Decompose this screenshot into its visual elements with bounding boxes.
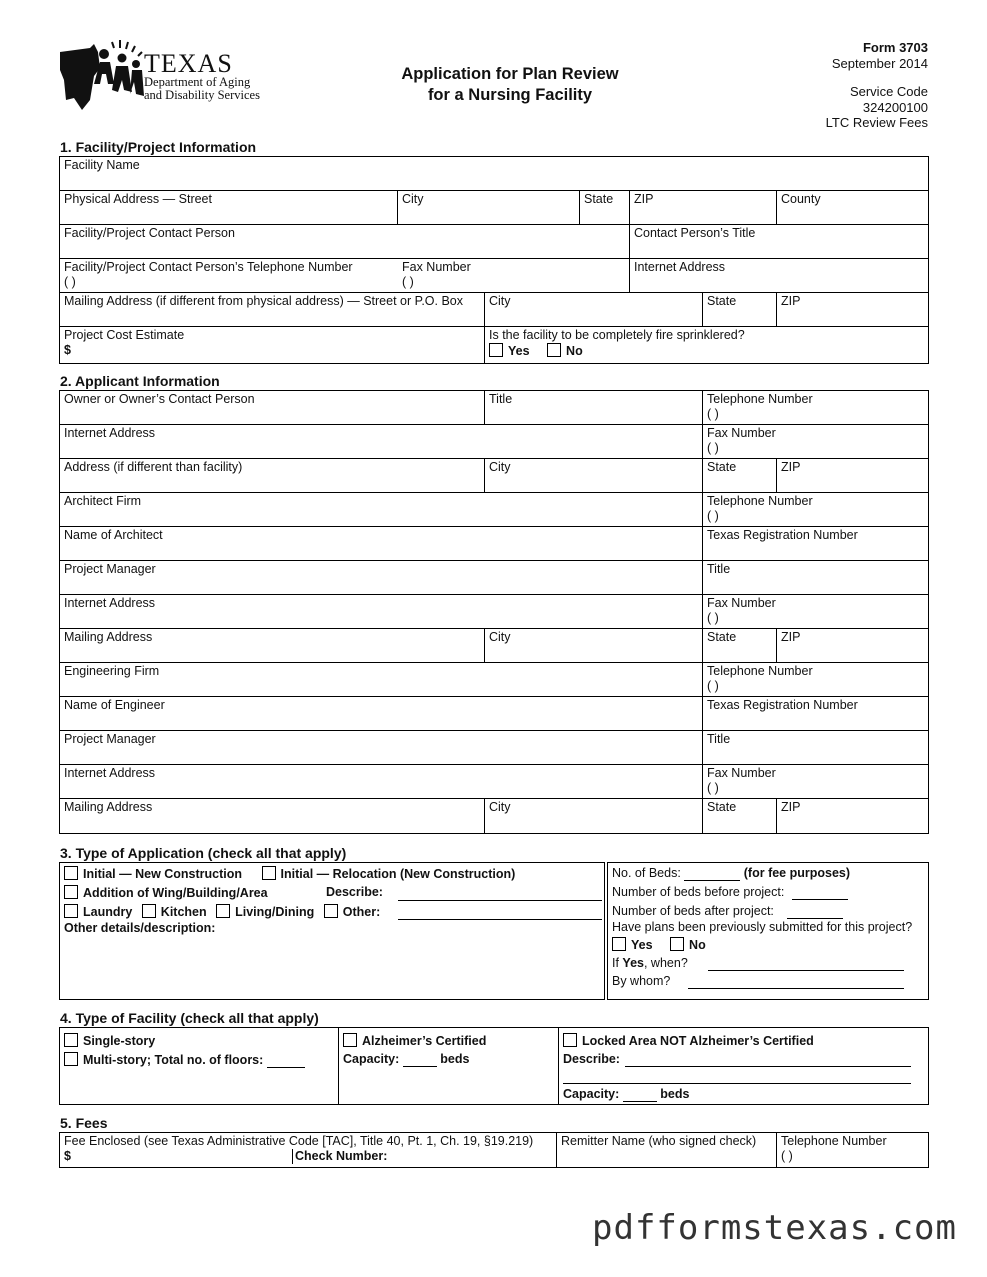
form-date: September 2014 bbox=[831, 55, 928, 71]
engineer-phone-field[interactable] bbox=[702, 663, 928, 696]
beds-after-line[interactable] bbox=[787, 905, 843, 919]
other-line[interactable] bbox=[398, 904, 602, 920]
area-code: ( ) bbox=[707, 509, 719, 523]
section-1-heading: 1. Facility/Project Information bbox=[60, 139, 257, 155]
dollar-sign: $ bbox=[64, 343, 71, 357]
mailing-city-field[interactable] bbox=[484, 293, 702, 326]
locked-cell bbox=[558, 1028, 928, 1104]
eng-pm-field[interactable] bbox=[60, 731, 702, 764]
area-code: ( ) bbox=[707, 781, 719, 795]
locked-capacity-line[interactable] bbox=[623, 1088, 657, 1102]
row-eng-internet bbox=[60, 765, 928, 799]
area-code: ( ) bbox=[707, 407, 719, 421]
application-type-box bbox=[59, 862, 605, 1000]
beds-line[interactable] bbox=[684, 867, 740, 881]
agency-line1: Department of Aging bbox=[144, 75, 251, 89]
other-details-label: Other details/description: bbox=[64, 921, 216, 935]
alz-label: Alzheimer’s Certified bbox=[362, 1034, 487, 1048]
row-engineering-firm bbox=[60, 663, 928, 697]
if-prefix: If bbox=[612, 956, 623, 970]
label: Telephone Number bbox=[781, 1134, 887, 1148]
section-2-heading: 2. Applicant Information bbox=[60, 373, 220, 389]
owner-title-field[interactable] bbox=[484, 391, 702, 424]
label: City bbox=[489, 630, 511, 644]
laundry-checkbox[interactable] bbox=[64, 904, 78, 918]
section-5-grid bbox=[59, 1132, 929, 1168]
check-number-label: Check Number: bbox=[292, 1149, 387, 1164]
no-label: No bbox=[689, 938, 706, 952]
label: ZIP bbox=[781, 800, 801, 814]
no-label: No bbox=[566, 344, 583, 358]
locked-label: Locked Area NOT Alzheimer’s Certified bbox=[582, 1034, 814, 1048]
form-info bbox=[826, 40, 928, 131]
row-arch-pm bbox=[60, 561, 928, 595]
label: Fax Number bbox=[402, 260, 471, 274]
mailing-state-field[interactable] bbox=[702, 293, 776, 326]
architect-reg-field[interactable] bbox=[702, 527, 928, 560]
service-code-label: Service Code bbox=[849, 84, 928, 99]
when-line[interactable] bbox=[708, 956, 904, 971]
row-arch-mailing bbox=[60, 629, 928, 663]
label: Physical Address — Street bbox=[64, 192, 212, 206]
floors-line[interactable] bbox=[267, 1054, 305, 1068]
multi-story-label: Multi-story; Total no. of floors: bbox=[83, 1053, 264, 1067]
section-4-heading: 4. Type of Facility (check all that apply) bbox=[60, 1010, 319, 1026]
form-title bbox=[360, 64, 660, 106]
fax-field[interactable] bbox=[398, 259, 629, 292]
cost-field[interactable] bbox=[60, 327, 484, 363]
arch-pm-field[interactable] bbox=[60, 561, 702, 594]
arch-pm-title-field[interactable] bbox=[702, 561, 928, 594]
label: Title bbox=[489, 392, 513, 406]
living-label: Living/Dining bbox=[235, 905, 315, 919]
label: Fax Number bbox=[707, 596, 776, 610]
prev-yes-checkbox[interactable] bbox=[612, 937, 626, 951]
alz-checkbox[interactable] bbox=[343, 1033, 357, 1047]
label: Is the facility to be completely fire sprinklered? bbox=[489, 328, 745, 342]
beds-label: No. of Beds: bbox=[612, 866, 681, 880]
living-checkbox[interactable] bbox=[216, 904, 230, 918]
describe-label: Describe: bbox=[563, 1052, 620, 1066]
label: Facility Name bbox=[64, 158, 140, 172]
internet-field[interactable] bbox=[629, 259, 928, 292]
eng-mailing-field[interactable] bbox=[60, 799, 484, 833]
addition-checkbox[interactable] bbox=[64, 885, 78, 899]
architect-firm-field[interactable] bbox=[60, 493, 702, 526]
form-number: Form 3703 bbox=[862, 40, 928, 55]
area-code: ( ) bbox=[707, 441, 719, 455]
owner-field[interactable] bbox=[60, 391, 484, 424]
area-code: ( ) bbox=[402, 275, 414, 289]
contact-person-field[interactable] bbox=[60, 225, 629, 258]
if-yes: Yes bbox=[622, 956, 644, 970]
kitchen-checkbox[interactable] bbox=[142, 904, 156, 918]
label: Mailing Address bbox=[64, 800, 153, 814]
locked-describe-line[interactable] bbox=[625, 1052, 911, 1067]
label: State bbox=[707, 460, 737, 474]
by-whom-line[interactable] bbox=[688, 974, 904, 989]
fee-row bbox=[64, 1149, 552, 1164]
initial-reloc-label: Initial — Relocation (New Construction) bbox=[280, 867, 516, 881]
owner-fax-field[interactable] bbox=[702, 425, 928, 458]
city-field[interactable] bbox=[397, 191, 579, 224]
owner-state-field[interactable] bbox=[702, 459, 776, 492]
row-fees bbox=[60, 1133, 928, 1167]
eng-internet-field[interactable] bbox=[60, 765, 702, 798]
title-line1: Application for Plan Review bbox=[401, 65, 619, 83]
owner-internet-field[interactable] bbox=[60, 425, 702, 458]
owner-zip-field[interactable] bbox=[776, 459, 928, 492]
capacity-label: Capacity: bbox=[563, 1087, 620, 1101]
label: Texas Registration Number bbox=[707, 528, 858, 542]
beds-before-label: Number of beds before project: bbox=[612, 885, 785, 899]
label: Internet Address bbox=[634, 260, 726, 274]
label: County bbox=[781, 192, 821, 206]
kitchen-label: Kitchen bbox=[160, 905, 207, 919]
owner-address-field[interactable] bbox=[60, 459, 484, 492]
row-contact-phone bbox=[60, 259, 928, 293]
remitter-field[interactable] bbox=[556, 1133, 776, 1167]
label: Texas Registration Number bbox=[707, 698, 858, 712]
fee-enclosed-field[interactable] bbox=[60, 1133, 556, 1167]
contact-title-field[interactable] bbox=[629, 225, 928, 258]
describe-label: Describe: bbox=[326, 885, 383, 899]
service-code: 324200100 bbox=[862, 99, 928, 115]
label: Internet Address bbox=[64, 596, 156, 610]
label: Telephone Number bbox=[707, 392, 813, 406]
area-code: ( ) bbox=[64, 275, 76, 289]
label: State bbox=[707, 294, 737, 308]
by-whom-label: By whom? bbox=[612, 974, 671, 988]
architect-name-field[interactable] bbox=[60, 527, 702, 560]
describe-line[interactable] bbox=[398, 885, 602, 901]
arch-mailing-field[interactable] bbox=[60, 629, 484, 662]
row-mailing bbox=[60, 293, 928, 327]
fee-label: LTC Review Fees bbox=[825, 115, 928, 130]
row-contact-person bbox=[60, 225, 928, 259]
eng-city-field[interactable] bbox=[484, 799, 702, 833]
agency-texas: TEXAS bbox=[144, 49, 233, 78]
locked-checkbox[interactable] bbox=[563, 1033, 577, 1047]
contact-phone-field[interactable] bbox=[60, 259, 398, 292]
label: Title bbox=[707, 732, 731, 746]
other-label: Other: bbox=[342, 905, 381, 919]
eng-pm-title-field[interactable] bbox=[702, 731, 928, 764]
mailing-field[interactable] bbox=[60, 293, 484, 326]
label: Facility/Project Contact Person’s Telephone Number bbox=[64, 260, 353, 274]
sprinkler-field bbox=[484, 327, 928, 363]
prev-submitted-label: Have plans been previously submitted for this project? bbox=[612, 920, 913, 934]
beds-unit: beds bbox=[660, 1087, 690, 1101]
initial-reloc-checkbox[interactable] bbox=[262, 866, 276, 880]
row-architect-name bbox=[60, 527, 928, 561]
label: State bbox=[707, 630, 737, 644]
watermark: pdfformstexas.com bbox=[592, 1208, 957, 1248]
mailing-zip-field[interactable] bbox=[776, 293, 928, 326]
label: State bbox=[584, 192, 614, 206]
story-cell bbox=[64, 1033, 334, 1068]
label: City bbox=[489, 460, 511, 474]
multi-story-checkbox[interactable] bbox=[64, 1052, 78, 1066]
architect-phone-field[interactable] bbox=[702, 493, 928, 526]
prev-no-checkbox[interactable] bbox=[670, 937, 684, 951]
row-arch-internet bbox=[60, 595, 928, 629]
row-eng-pm bbox=[60, 731, 928, 765]
eng-state-field[interactable] bbox=[702, 799, 776, 833]
label: City bbox=[402, 192, 424, 206]
arch-state-field[interactable] bbox=[702, 629, 776, 662]
initial-new-checkbox[interactable] bbox=[64, 866, 78, 880]
alz-capacity-line[interactable] bbox=[403, 1053, 437, 1067]
physical-street-field[interactable] bbox=[60, 191, 397, 224]
row-facility-name bbox=[60, 157, 928, 191]
section-1-grid bbox=[59, 156, 929, 364]
arch-zip-field[interactable] bbox=[776, 629, 928, 662]
engineer-reg-field[interactable] bbox=[702, 697, 928, 730]
label: Mailing Address (if different from physical address) — Street or P.O. Box bbox=[64, 294, 464, 308]
arch-city-field[interactable] bbox=[484, 629, 702, 662]
beds-box bbox=[607, 862, 929, 1000]
label: Name of Architect bbox=[64, 528, 163, 542]
label: State bbox=[707, 800, 737, 814]
label: ZIP bbox=[634, 192, 654, 206]
sprinkler-yes-checkbox[interactable] bbox=[489, 343, 503, 357]
if-suffix: , when? bbox=[643, 956, 688, 970]
yes-label: Yes bbox=[508, 344, 530, 358]
label: Project Manager bbox=[64, 732, 156, 746]
dollar-sign: $ bbox=[64, 1149, 71, 1163]
title-line2: for a Nursing Facility bbox=[427, 86, 593, 104]
arch-internet-field[interactable] bbox=[60, 595, 702, 628]
eng-fax-field[interactable] bbox=[702, 765, 928, 798]
label: Name of Engineer bbox=[64, 698, 165, 712]
other-checkbox[interactable] bbox=[324, 904, 338, 918]
label: Telephone Number bbox=[707, 494, 813, 508]
facility-type-box bbox=[59, 1027, 929, 1105]
label: ZIP bbox=[781, 630, 801, 644]
initial-new-label: Initial — New Construction bbox=[83, 867, 243, 881]
row-engineer-name bbox=[60, 697, 928, 731]
section-5-heading: 5. Fees bbox=[60, 1115, 108, 1131]
label: Telephone Number bbox=[707, 664, 813, 678]
label: Remitter Name (who signed check) bbox=[561, 1134, 757, 1148]
row-owner bbox=[60, 391, 928, 425]
label: Mailing Address bbox=[64, 630, 153, 644]
laundry-label: Laundry bbox=[83, 905, 133, 919]
beds-after-label: Number of beds after project: bbox=[612, 904, 774, 918]
owner-phone-field[interactable] bbox=[702, 391, 928, 424]
remitter-phone-field[interactable] bbox=[776, 1133, 928, 1167]
section-3-heading: 3. Type of Application (check all that apply) bbox=[60, 845, 347, 861]
owner-city-field[interactable] bbox=[484, 459, 702, 492]
beds-fee-label: (for fee purposes) bbox=[743, 866, 851, 880]
agency-name bbox=[144, 49, 260, 102]
label: Architect Firm bbox=[64, 494, 142, 508]
row-owner-address bbox=[60, 459, 928, 493]
row-architect-firm bbox=[60, 493, 928, 527]
capacity-label: Capacity: bbox=[343, 1052, 400, 1066]
label: ZIP bbox=[781, 460, 801, 474]
single-story-label: Single-story bbox=[83, 1034, 156, 1048]
sprinkler-no-checkbox[interactable] bbox=[547, 343, 561, 357]
beds-unit: beds bbox=[440, 1052, 470, 1066]
row-physical-address bbox=[60, 191, 928, 225]
label: City bbox=[489, 800, 511, 814]
label: Internet Address bbox=[64, 426, 156, 440]
facility-name-field[interactable] bbox=[60, 157, 928, 190]
label: Title bbox=[707, 562, 731, 576]
row-cost bbox=[60, 327, 928, 363]
county-field[interactable] bbox=[776, 191, 928, 224]
label: Owner or Owner’s Contact Person bbox=[64, 392, 255, 406]
yes-label: Yes bbox=[631, 938, 653, 952]
addition-label: Addition of Wing/Building/Area bbox=[83, 886, 268, 900]
label: Project Cost Estimate bbox=[64, 328, 185, 342]
label: Internet Address bbox=[64, 766, 156, 780]
texas-dads-logo-icon bbox=[60, 40, 144, 112]
engineer-name-field[interactable] bbox=[60, 697, 702, 730]
label: Engineering Firm bbox=[64, 664, 160, 678]
area-code: ( ) bbox=[781, 1149, 793, 1163]
single-story-checkbox[interactable] bbox=[64, 1033, 78, 1047]
label: City bbox=[489, 294, 511, 308]
alz-cell bbox=[338, 1028, 558, 1104]
engineering-firm-field[interactable] bbox=[60, 663, 702, 696]
label: ZIP bbox=[781, 294, 801, 308]
beds-before-line[interactable] bbox=[792, 886, 848, 900]
label: Contact Person’s Title bbox=[634, 226, 756, 240]
zip-field[interactable] bbox=[629, 191, 776, 224]
label: Fax Number bbox=[707, 426, 776, 440]
locked-describe-line2[interactable] bbox=[563, 1070, 911, 1084]
agency-line2: and Disability Services bbox=[144, 88, 260, 102]
label: Facility/Project Contact Person bbox=[64, 226, 235, 240]
label: Fax Number bbox=[707, 766, 776, 780]
section-2-grid bbox=[59, 390, 929, 834]
state-field[interactable] bbox=[579, 191, 629, 224]
row-eng-mailing bbox=[60, 799, 928, 833]
label: Fee Enclosed (see Texas Administrative Code [TAC], Title 40, Pt. 1, Ch. 19, §19.219) bbox=[64, 1134, 534, 1148]
area-code: ( ) bbox=[707, 611, 719, 625]
row-owner-internet bbox=[60, 425, 928, 459]
label: Project Manager bbox=[64, 562, 156, 576]
eng-zip-field[interactable] bbox=[776, 799, 928, 833]
label: Address (if different than facility) bbox=[64, 460, 243, 474]
arch-fax-field[interactable] bbox=[702, 595, 928, 628]
area-code: ( ) bbox=[707, 679, 719, 693]
